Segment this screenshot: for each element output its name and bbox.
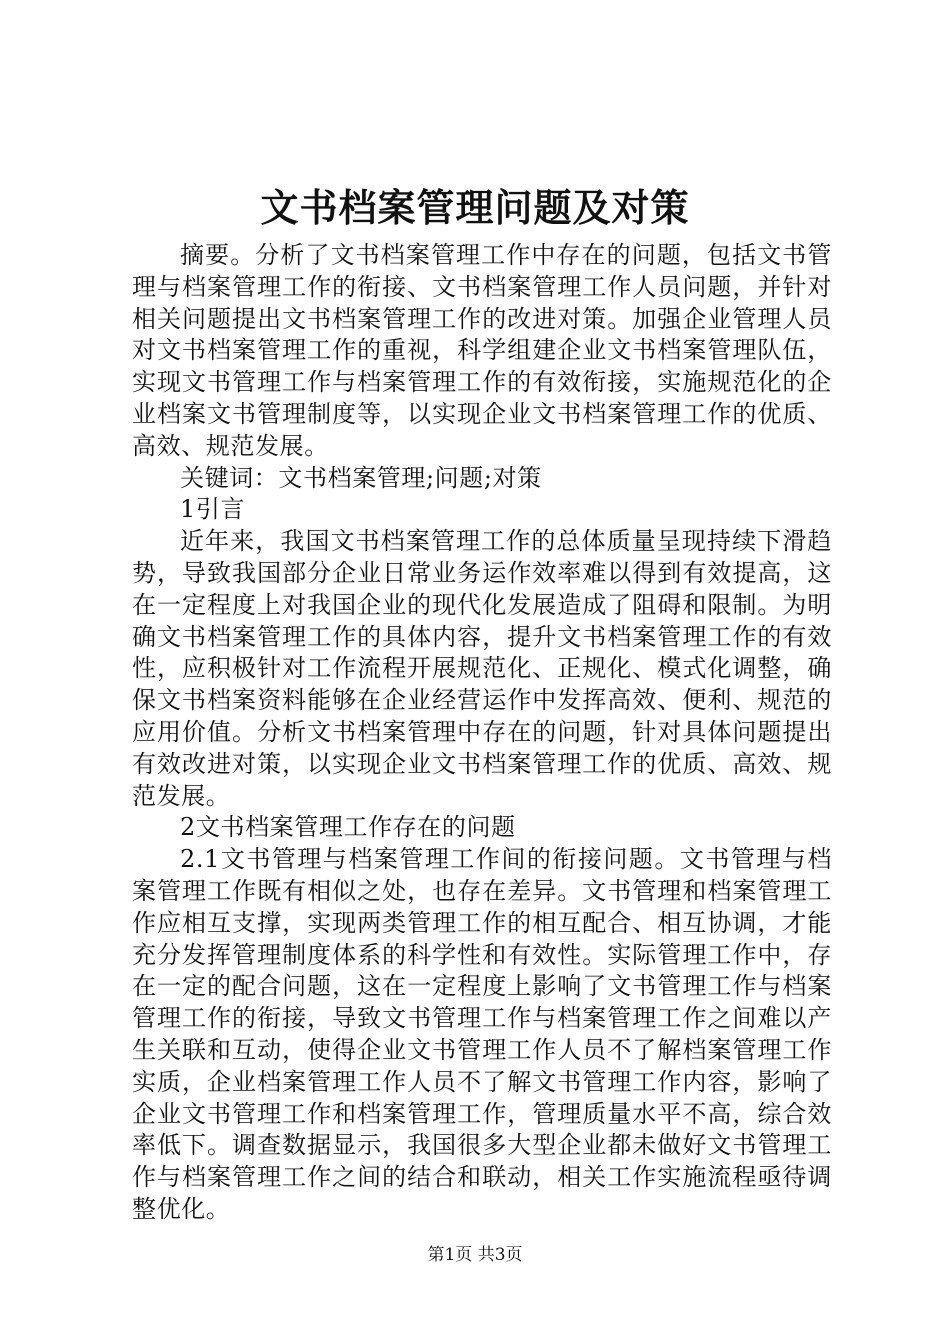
abstract-paragraph: 摘要。分析了文书档案管理工作中存在的问题，包括文书管理与档案管理工作的衔接、文书档案管理工作人员问题，并针对相关问题提出文书档案管理工作的改进对策。加强企业管理人员对文书档案管理工作的重视，科学组建企业文书档案管理队伍，实现文书管理工作与档案管理工作的有效衔接，实施规范化的企业档案文书管理制度等，以实现企业文书档案管理工作的优质、高效、规范发展。 bbox=[132, 241, 832, 460]
section-heading-problems: 2文书档案管理工作存在的问题 bbox=[180, 813, 516, 842]
subsection-paragraph-2-1: 2.1文书管理与档案管理工作间的衔接问题。文书管理与档案管理工作既有相似之处，也存在差异。文书管理和档案管理工作应相互支撑，实现两类管理工作的相互配合、相互协调，才能充分发挥管理制度体系的科学性和有效性。实际管理工作中，存在一定的配合问题，这在一定程度上影响了文书管理工作与档案管理工作的衔接，导致文书管理工作与档案管理工作之间难以产生关联和互动，使得企业文书管理工作人员不了解档案管理工作实质，企业档案管理工作人员不了解文书管理工作内容，影响了企业文书管理工作和档案管理工作，管理质量水平不高，综合效率低下。调查数据显示，我国很多大型企业都未做好文书管理工作与档案管理工作之间的结合和联动，相关工作实施流程亟待调整优化。 bbox=[132, 845, 832, 1223]
document-body bbox=[132, 240, 832, 1226]
introduction-paragraph: 近年来，我国文书档案管理工作的总体质量呈现持续下滑趋势，导致我国部分企业日常业务运作效率难以得到有效提高，这在一定程度上对我国企业的现代化发展造成了阻碍和限制。为明确文书档案管理工作的具体内容，提升文书档案管理工作的有效性，应积极针对工作流程开展规范化、正规化、模式化调整，确保文书档案资料能够在企业经营运作中发挥高效、便利、规范的应用价值。分析文书档案管理中存在的问题，针对具体问题提出有效改进对策，以实现企业文书档案管理工作的优质、高效、规范发展。 bbox=[132, 527, 832, 810]
section-heading-introduction: 1引言 bbox=[180, 495, 246, 524]
page-footer: 第1页 共3页 bbox=[427, 1245, 523, 1265]
document-title: 文书档案管理问题及对策 bbox=[260, 185, 690, 230]
keywords-paragraph: 关键词：文书档案管理;问题;对策 bbox=[180, 463, 542, 492]
